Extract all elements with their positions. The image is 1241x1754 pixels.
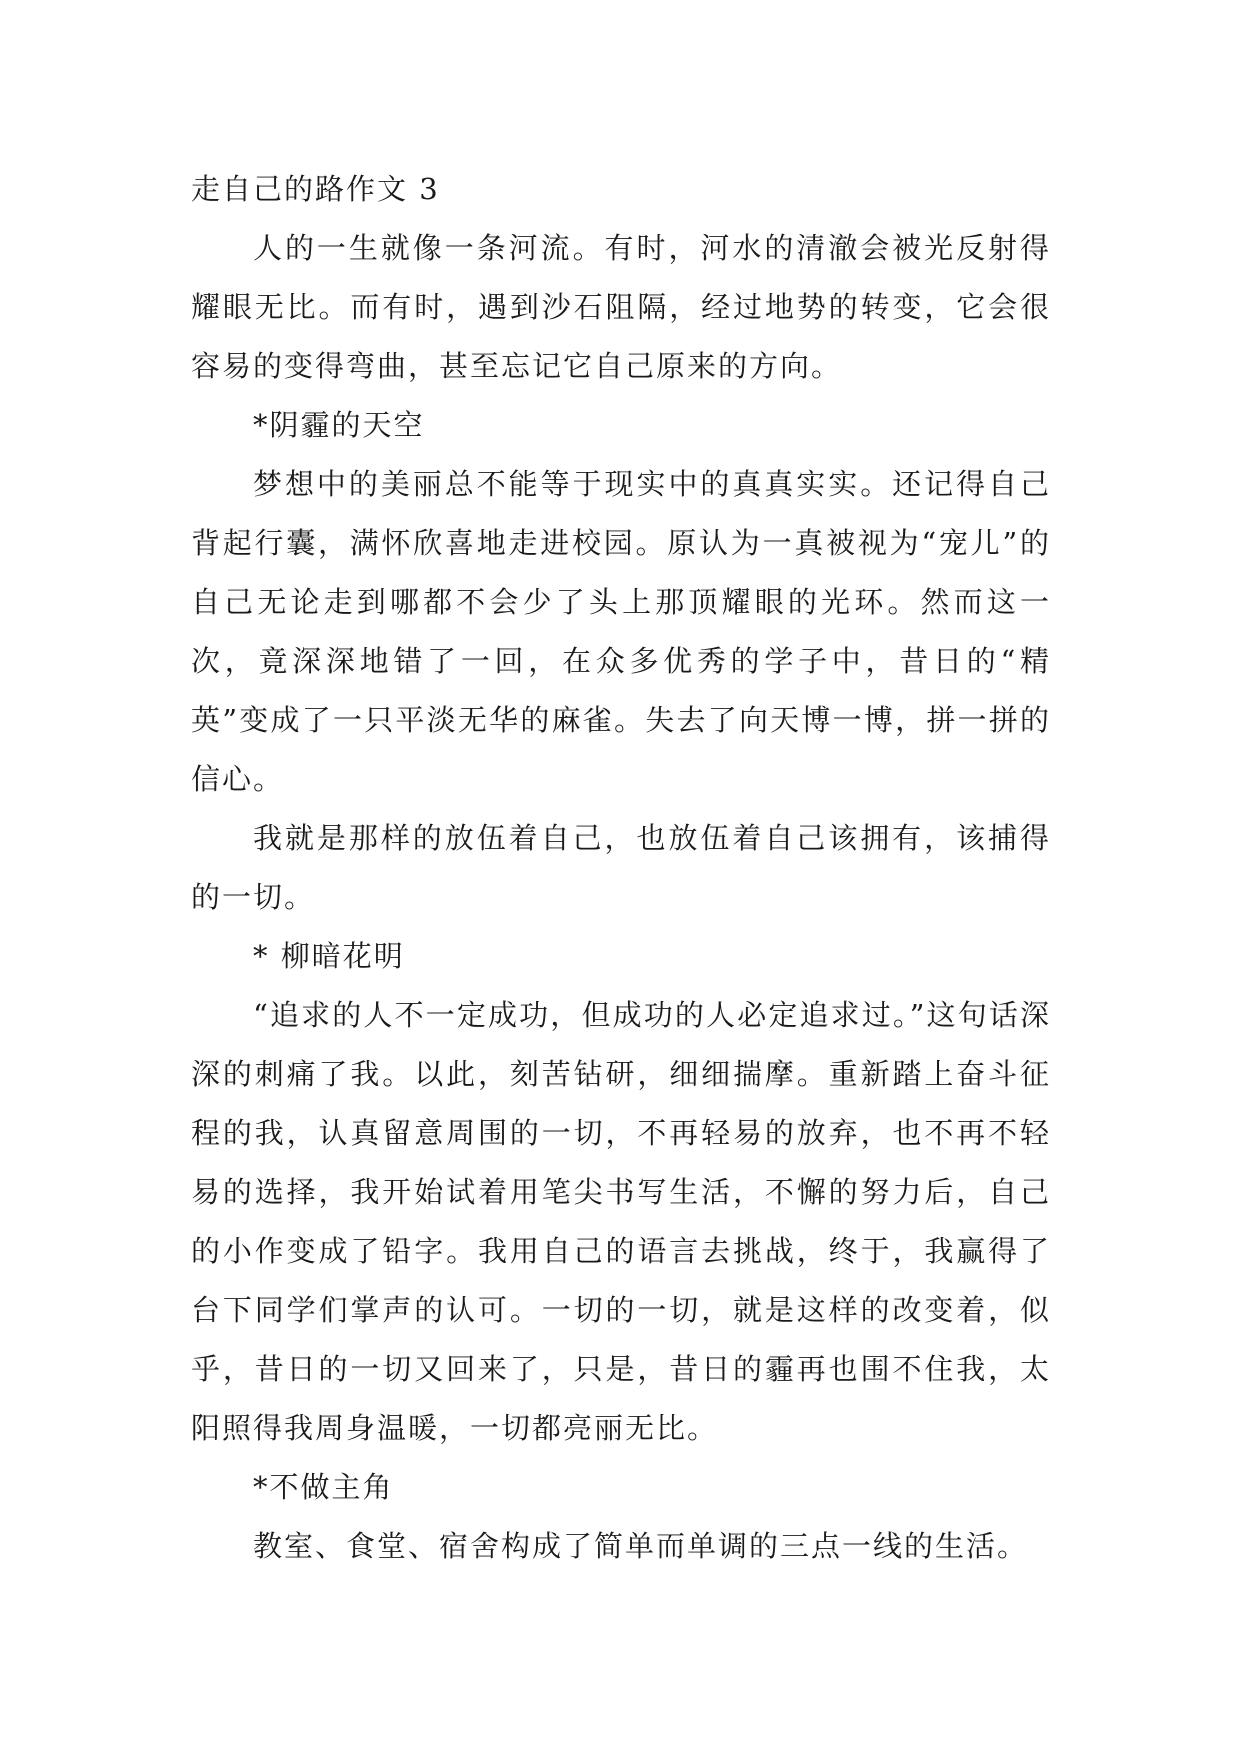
paragraph-indulge: 我就是那样的放伍着自己，也放伍着自己该拥有，该捕得的一切。 — [191, 821, 1051, 914]
paragraph-dream: 梦想中的美丽总不能等于现实中的真真实实。还记得自己背起行囊，满怀欣喜地走进校园。原认为一真被视为“宠儿”的自己无论走到哪都不会少了头上那顶耀眼的光环。然而这一次，竟深深地错了一回，在众多优秀的学子中，昔日的“精英”变成了一只平淡无华的麻雀。失去了向天博一博，拼一拼的信心。 — [191, 467, 1051, 796]
section-heading-gloomy-sky: *阴霾的天空 — [253, 408, 425, 442]
section-heading-not-lead: *不做主角 — [253, 1470, 394, 1504]
paragraph-routine: 教室、食堂、宿舍构成了简单而单调的三点一线的生活。 — [253, 1529, 1029, 1563]
document-body — [191, 160, 1051, 1576]
document-title: 走自己的路作文 3 — [191, 172, 440, 206]
section-heading-turning-point: * 柳暗花明 — [253, 939, 405, 973]
paragraph-pursuit: “追求的人不一定成功，但成功的人必定追求过。”这句话深深的刺痛了我。以此，刻苦钻研，细细揣摩。重新踏上奋斗征程的我，认真留意周围的一切，不再轻易的放弃，也不再不轻易的选择，我开始试着用笔尖书写生活，不懈的努力后，自己的小作变成了铅字。我用自己的语言去挑战，终于，我赢得了台下同学们掌声的认可。一切的一切，就是这样的改变着，似乎，昔日的一切又回来了，只是，昔日的霾再也围不住我，太阳照得我周身温暖，一切都亮丽无比。 — [191, 998, 1051, 1445]
paragraph-intro: 人的一生就像一条河流。有时，河水的清澈会被光反射得耀眼无比。而有时，遇到沙石阻隔，经过地势的转变，它会很容易的变得弯曲，甚至忘记它自己原来的方向。 — [191, 231, 1051, 383]
